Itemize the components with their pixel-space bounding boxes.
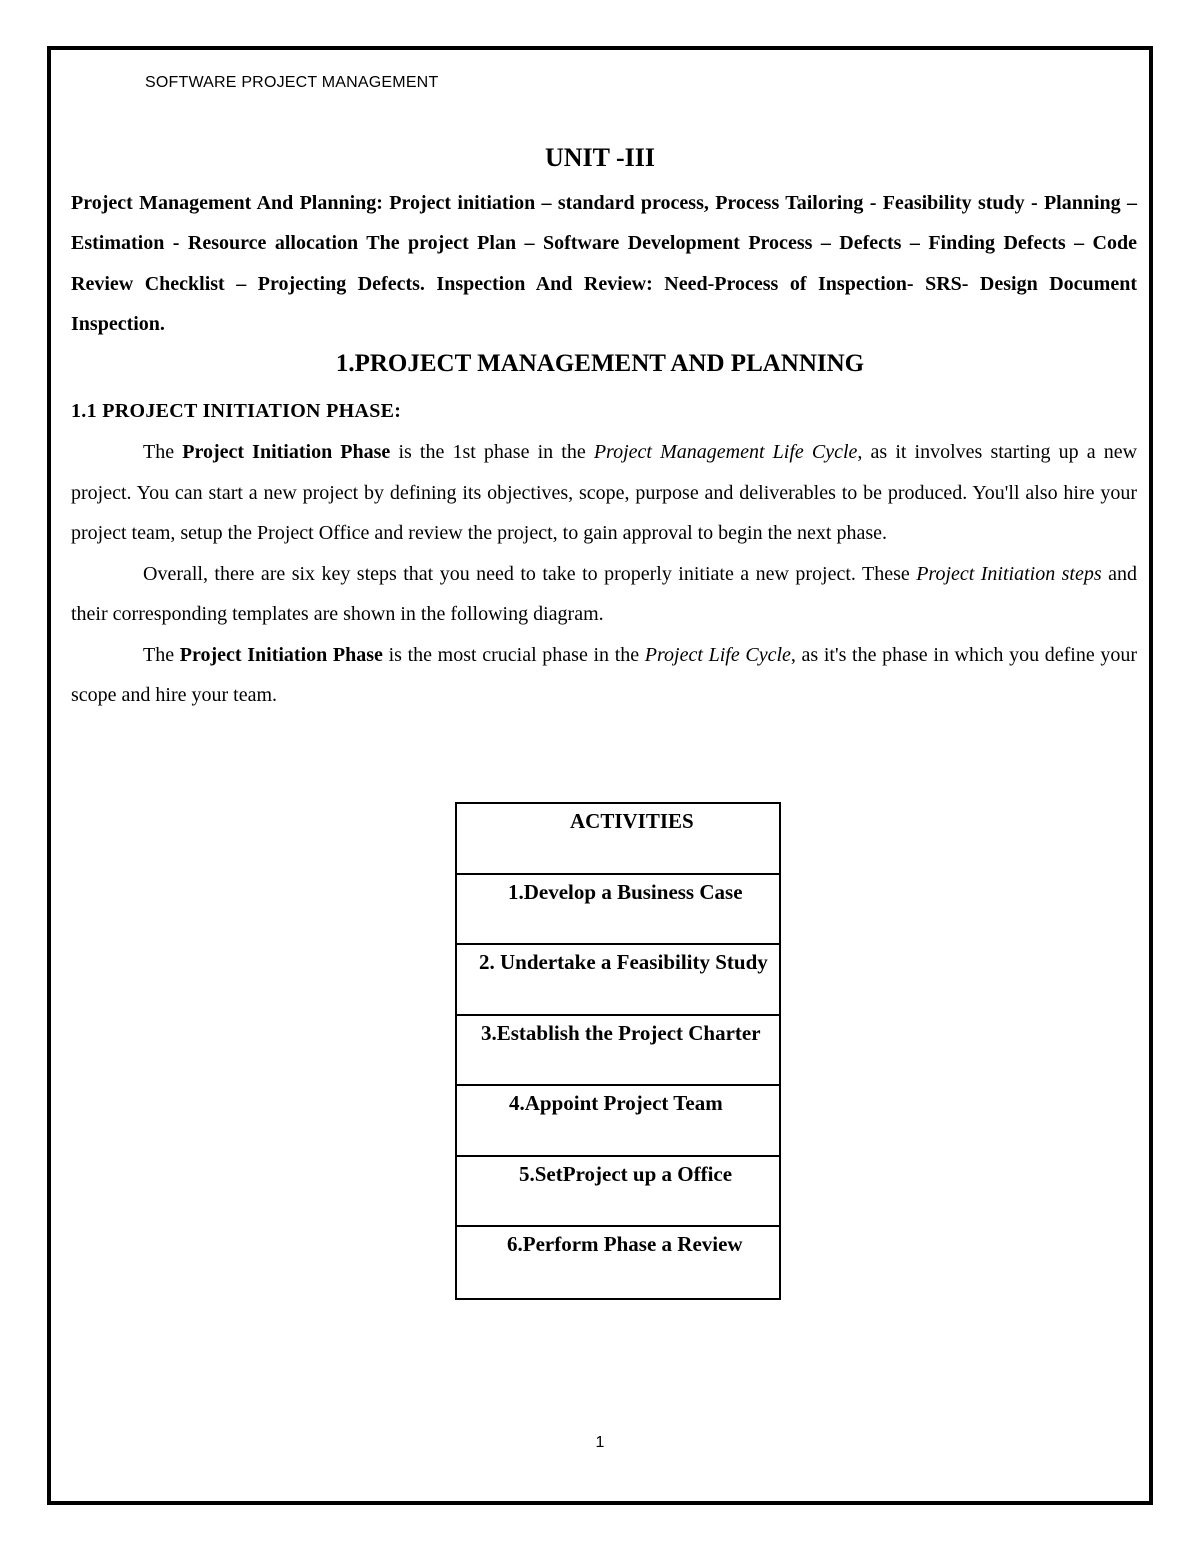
activity-item: 5.SetProject up a Office	[457, 1157, 779, 1228]
paragraph-2: Overall, there are six key steps that you need to take to properly initiate a new project. These Project Initiation steps and their corresponding templates are shown in the following diagram.	[71, 562, 1137, 625]
running-header: SOFTWARE PROJECT MANAGEMENT	[145, 74, 439, 91]
activity-item: 3.Establish the Project Charter	[457, 1016, 779, 1087]
activity-item: 6.Perform Phase a Review	[507, 1232, 743, 1256]
activities-table	[455, 802, 781, 1300]
section-heading: 1.PROJECT MANAGEMENT AND PLANNING	[335, 350, 865, 377]
page-number: 1	[595, 1434, 605, 1451]
subsection-heading: 1.1 PROJECT INITIATION PHASE:	[71, 400, 402, 422]
activity-item: 2. Undertake a Feasibility Study	[457, 945, 779, 1016]
unit-title: UNIT -III	[544, 143, 656, 172]
activity-item: 4.Appoint Project Team	[457, 1086, 779, 1157]
syllabus-summary: Project Management And Planning: Project initiation – standard process, Process Tailoring - Feasibility study - Planning – Estimation - Resource allocation The project Plan – Software Development Process – Defects – Finding Defects – Code Review Checklist – Projecting Defects. Inspection And Review: Need-Process of Inspection- SRS- Design Document Inspection.	[71, 192, 1137, 335]
paragraph-1: The Project Initiation Phase is the 1st phase in the Project Management Life Cycle, as it involves starting up a new project. You can start a new project by defining its objectives, scope, purpose and deliverables to be produced. You'll also hire your project team, setup the Project Office and review the project, to gain approval to begin the next phase.	[71, 441, 1138, 544]
activities-header: ACTIVITIES	[457, 804, 779, 875]
activity-item: 1.Develop a Business Case	[457, 875, 779, 946]
body-text	[71, 432, 1137, 716]
paragraph-3: The Project Initiation Phase is the most crucial phase in the Project Life Cycle, as it's the phase in which you define your scope and hire your team.	[71, 643, 1138, 706]
